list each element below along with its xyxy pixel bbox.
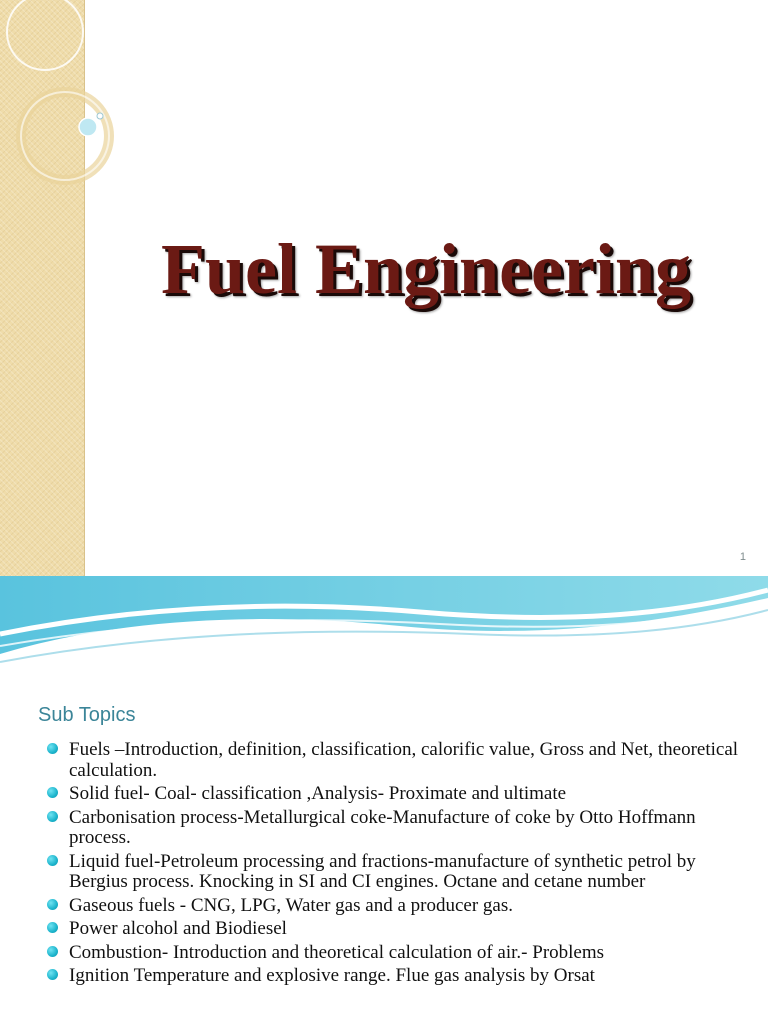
section-heading: Sub Topics <box>38 704 136 726</box>
list-item-text: Ignition Temperature and explosive range. Flue gas analysis by Orsat <box>69 965 595 986</box>
list-item <box>46 808 746 849</box>
slide-number: 1 <box>739 551 746 563</box>
bullet-icon <box>47 787 58 798</box>
decorative-wave-header <box>0 576 768 676</box>
bullet-icon <box>47 855 58 866</box>
list-item <box>46 966 746 987</box>
list-item-text: Solid fuel- Coal- classification ,Analysis- Proximate and ultimate <box>69 783 567 804</box>
list-item-text: Fuels –Introduction, definition, classification, calorific value, Gross and Net, theoretical calculation. <box>69 739 739 781</box>
slide-title: Fuel Engineering <box>160 229 691 309</box>
bullet-icon <box>47 743 58 754</box>
list-item <box>46 852 746 893</box>
bullet-icon <box>47 811 58 822</box>
list-item-text: Carbonisation process-Metallurgical coke-Manufacture of coke by Otto Hoffmann process. <box>69 806 696 848</box>
list-item-text: Combustion- Introduction and theoretical calculation of air.- Problems <box>69 941 605 963</box>
list-item <box>46 943 746 964</box>
list-item <box>46 896 746 917</box>
bullet-icon <box>47 899 58 910</box>
content-slide <box>0 576 768 1024</box>
bullet-icon <box>47 969 58 980</box>
bullet-icon <box>47 922 58 933</box>
list-item <box>46 784 746 805</box>
list-item-text: Power alcohol and Biodiesel <box>69 918 287 939</box>
bullet-list <box>46 740 746 990</box>
bullet-icon <box>47 946 58 957</box>
list-item-text: Gaseous fuels - CNG, LPG, Water gas and a producer gas. <box>69 894 513 916</box>
list-item-text: Liquid fuel-Petroleum processing and fractions-manufacture of synthetic petrol by Bergius process. Knocking in SI and CI engines. Octane and cetane number <box>69 850 696 892</box>
list-item <box>46 740 746 781</box>
list-item <box>46 919 746 940</box>
decorative-circles <box>0 0 130 200</box>
